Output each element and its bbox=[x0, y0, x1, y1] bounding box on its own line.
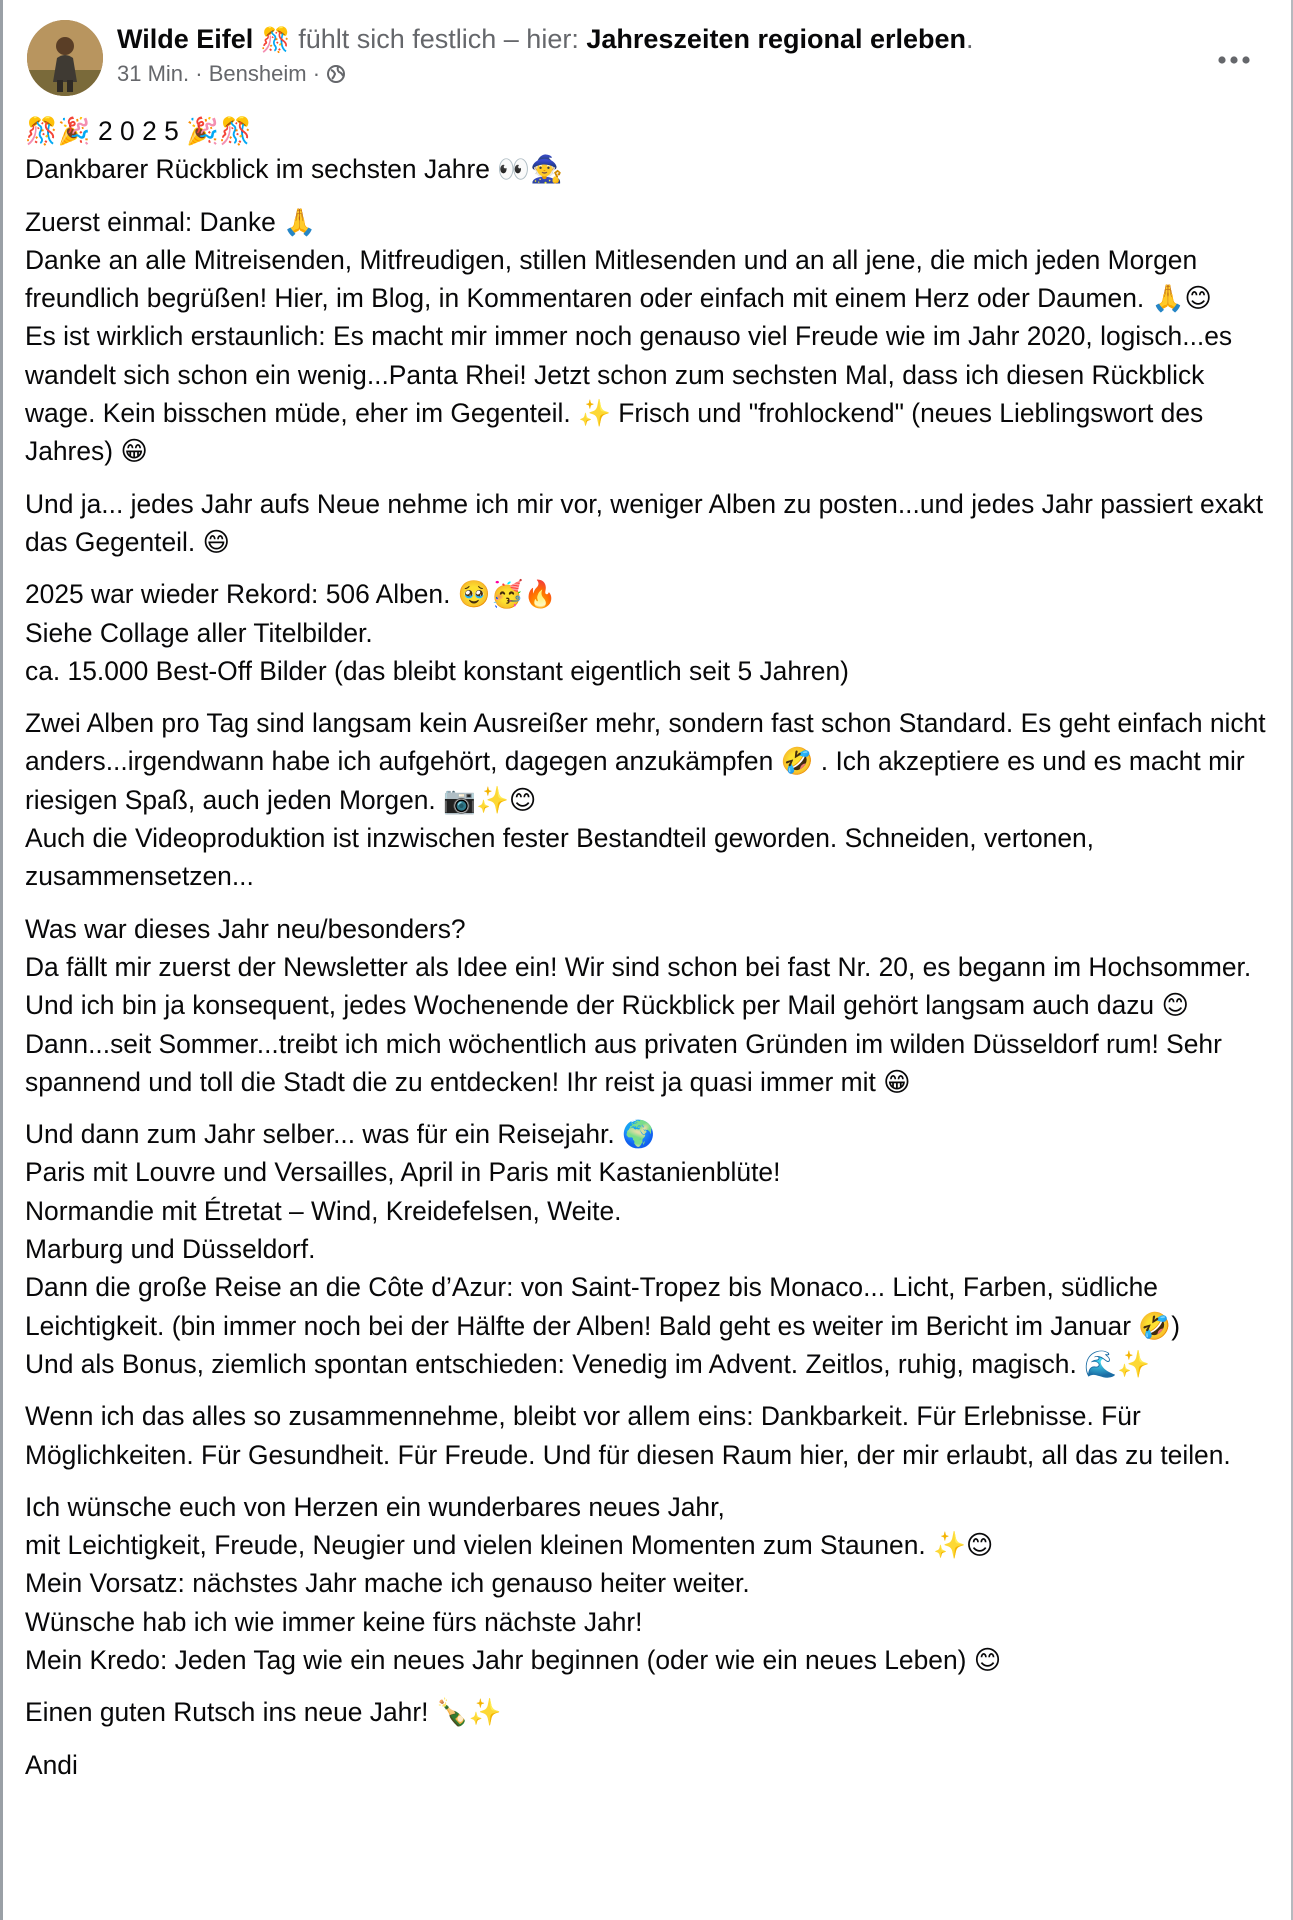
header-line bbox=[117, 22, 974, 57]
post-paragraph: Ich wünsche euch von Herzen ein wunderbares neues Jahr, mit Leichtigkeit, Freude, Neugier und vielen kleinen Momenten zum Staunen. ✨😊 Mein Vorsatz: nächstes Jahr mache ich genauso heiter weiter. Wünsche hab ich wie immer keine fürs nächste Jahr! Mein Kredo: Jeden Tag wie ein neues Jahr beginnen (oder wie ein neues Leben) 😊 bbox=[25, 1491, 1002, 1675]
post-paragraph: Und ja... jedes Jahr aufs Neue nehme ich mir vor, weniger Alben zu posten...und jedes Jahr passiert exakt das Gegenteil. 😄 bbox=[25, 488, 1264, 557]
confetti-emoji-icon: 🎊 bbox=[260, 26, 291, 54]
post-signature: Andi bbox=[25, 1749, 78, 1780]
post-paragraph: 🎊🎉 2 0 2 5 🎉🎊 Dankbarer Rückblick im sechsten Jahre 👀🧙 bbox=[25, 116, 564, 185]
post-meta bbox=[117, 59, 974, 92]
post-paragraph: Und dann zum Jahr selber... was für ein Reisejahr. 🌍 Paris mit Louvre und Versailles, April in Paris mit Kastanienblüte! Normandie mit Étretat – Wind, Kreidefelsen, Weite. Marburg und Düsseldorf. Dann die große Reise an die Côte d’Azur: von Saint-Tropez bis Monaco... Licht, Farben, südliche Leichtigkeit. (bin immer noch bei der Hälfte der Alben! Bald geht es weiter im Bericht im Januar 🤣) Und als Bonus, ziemlich spontan entschieden: Venedig im Advent. Zeitlos, ruhig, magisch. 🌊✨ bbox=[25, 1119, 1180, 1379]
globe-icon[interactable] bbox=[326, 62, 346, 92]
post-paragraph: Was war dieses Jahr neu/besonders? Da fällt mir zuerst der Newsletter als Idee ein! Wir sind schon bei fast Nr. 20, es begann im Hochsommer. Und ich bin ja konsequent, jedes Wochenende der Rückblick per Mail gehört langsam auch dazu 😊 Dann...seit Sommer...treibt ich mich wöchentlich aus privaten Gründen im wilden Düsseldorf rum! Sehr spannend und toll die Stadt die zu entdecken! Ihr reist ja quasi immer mit 😁 bbox=[25, 913, 1252, 1097]
activity-link[interactable]: Jahreszeiten regional erleben bbox=[586, 24, 967, 54]
post-paragraph: Zuerst einmal: Danke 🙏 Danke an alle Mitreisenden, Mitfreudigen, stillen Mitlesenden und an all jene, die mich jeden Morgen freundlich begrüßen! Hier, im Blog, in Kommentaren oder einfach mit einem Herz oder Daumen. 🙏😊 Es ist wirklich erstaunlich: Es macht mir immer noch genauso viel Freude wie im Jahr 2020, logisch...es wandelt sich schon ein wenig...Panta Rhei! Jetzt schon zum sechsten Mal, dass ich diesen Rückblick wage. Kein bisschen müde, eher im Gegenteil. ✨ Frisch und "frohlockend" (neues Lieblingswort des Jahres) 😁 bbox=[25, 206, 1233, 467]
post-header bbox=[27, 18, 1267, 98]
feeling-text: fühlt sich festlich – hier: bbox=[298, 24, 579, 54]
more-options-icon bbox=[1217, 55, 1251, 65]
header-period: . bbox=[966, 24, 974, 54]
post-paragraph: 2025 war wieder Rekord: 506 Alben. 🥹🥳🔥 Siehe Collage aller Titelbilder. ca. 15.000 Best-Off Bilder (das bleibt konstant eigentlich seit 5 Jahren) bbox=[25, 579, 849, 686]
post-body bbox=[25, 112, 1275, 1798]
post-paragraph: Wenn ich das alles so zusammennehme, bleibt vor allem eins: Dankbarkeit. Für Erlebnisse. Für Möglichkeiten. Für Gesundheit. Für Freude. Und für diesen Raum hier, der mir erlaubt, all das zu teilen. bbox=[25, 1401, 1231, 1470]
more-options-button[interactable] bbox=[1209, 40, 1259, 80]
author-avatar[interactable] bbox=[27, 20, 103, 96]
post-time[interactable]: 31 Min. bbox=[117, 61, 190, 86]
avatar-person-icon bbox=[27, 20, 103, 96]
post-paragraph: Zwei Alben pro Tag sind langsam kein Ausreißer mehr, sondern fast schon Standard. Es geht einfach nicht anders...irgendwann habe ich aufgehört, dagegen anzukämpfen 🤣 . Ich akzeptiere es und es macht mir riesigen Spaß, auch jeden Morgen. 📷✨😊 Auch die Videoproduktion ist inzwischen fester Bestandteil geworden. Schneiden, vertonen, zusammensetzen... bbox=[25, 708, 1266, 892]
post-paragraph: Einen guten Rutsch ins neue Jahr! 🍾✨ bbox=[25, 1697, 502, 1728]
meta-separator: · bbox=[195, 61, 203, 86]
post-location[interactable]: Bensheim bbox=[208, 61, 307, 86]
header-text bbox=[117, 22, 974, 92]
meta-separator-2: · bbox=[312, 61, 321, 86]
author-name[interactable]: Wilde Eifel bbox=[117, 24, 254, 54]
